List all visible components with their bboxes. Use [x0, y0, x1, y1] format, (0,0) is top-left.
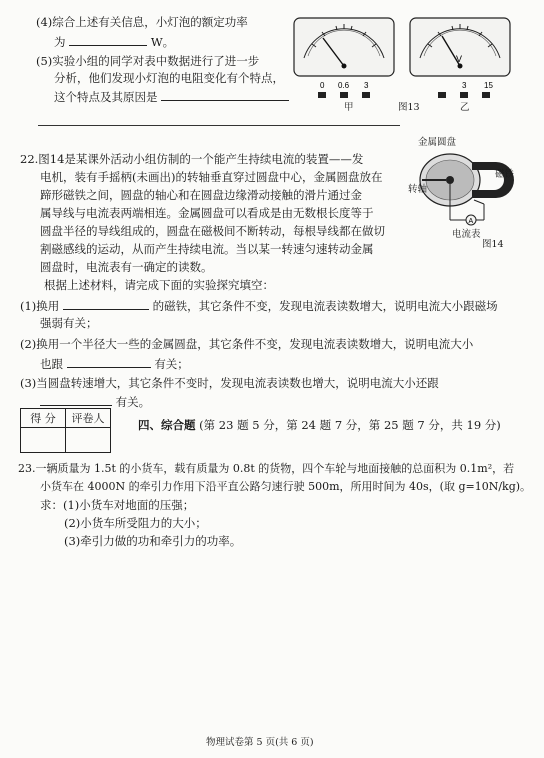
ammeter-terminal-3 [362, 92, 370, 98]
voltmeter-terminal-neg [438, 92, 446, 98]
q22-intro-3: 蹄形磁铁之间，圆盘的轴心和在圆盘边缘滑动接触的滑片通过金 [40, 188, 362, 202]
q23-line3: 求：(1)小货车对地面的压强； [40, 498, 195, 512]
q23-line5: (3)牵引力做的功和牵引力的功率。 [64, 534, 242, 548]
q23-line1: 23.一辆质量为 1.5t 的小货车，载有质量为 0.8t 的货物，四个车轮与地面接触的总面积为 0.1m²，若 [18, 462, 515, 475]
q22-item2-suffix: 有关； [154, 357, 189, 371]
q4-answer-blank[interactable] [69, 34, 147, 46]
q4-unit: W。 [150, 35, 175, 49]
q4-line1: (4)综合上述有关信息，小灯泡的额定功率 [36, 15, 248, 29]
q22-item2-prefix: 也跟 [40, 357, 63, 371]
ammeter-terminal-0.6 [340, 92, 348, 98]
fig13-caption: 图13 [398, 102, 420, 113]
q22-item2-line2 [40, 356, 189, 371]
q4-line2 [54, 34, 174, 49]
q23-line2: 小货车在 4000N 的牵引力作用下沿平直公路匀速行驶 500m，所用时间为 40s，(取 g=10N/kg)。 [40, 480, 532, 493]
q22-item2-blank[interactable] [67, 356, 151, 368]
q5-answer-blank-1[interactable] [161, 89, 289, 101]
voltmeter-symbol: V [456, 54, 463, 64]
ammeter-terminal-neg [318, 92, 326, 98]
fig13-label-jia: 甲 [344, 102, 354, 113]
q5-line3 [54, 89, 289, 104]
section4-detail: (第 23 题 5 分，第 24 题 7 分，第 25 题 7 分，共 19 分) [199, 418, 501, 432]
q22-item1-line2: 强弱有关； [40, 316, 98, 330]
q22-item1-line1 [20, 298, 498, 313]
q22-item3-blank[interactable] [40, 394, 112, 406]
q22-intro-6: 割磁感线的运动，从而产生持续电流。当以某一转速匀速转动金属 [40, 242, 374, 256]
q22-intro-2: 电机，装有手摇柄(未画出)的转轴垂直穿过圆盘中心，金属圆盘放在 [40, 170, 383, 184]
fig14-label-axis: 转轴 [408, 184, 428, 195]
voltmeter-tick-15: 15 [484, 81, 493, 90]
q22-intro-4: 属导线与电流表两端相连。金属圆盘可以看成是由无数根长度等于 [40, 206, 374, 220]
q22-intro-5: 圆盘半径的导线组成的，圆盘在磁极间不断转动，每根导线都在做切 [40, 224, 385, 238]
q5-line3-text: 这个特点及其原因是 [54, 90, 158, 104]
grader-cell[interactable] [66, 428, 111, 453]
q5-line1: (5)实验小组的同学对表中数据进行了进一步 [36, 54, 260, 68]
q22-task: 根据上述材料，请完成下面的实验探究填空： [44, 278, 274, 292]
q22-item1-suffix: 的磁铁，其它条件不变，发现电流表读数增大，说明电流大小跟磁场 [152, 299, 498, 313]
fig13-label-yi: 乙 [460, 102, 470, 113]
voltmeter-dial [410, 18, 510, 76]
q5-line2: 分析，他们发现小灯泡的电阻变化有个特点， [54, 71, 284, 85]
score-table [20, 408, 111, 453]
fig14-ammeter-symbol: A [468, 218, 474, 225]
ammeter-tick-3: 3 [364, 81, 369, 90]
fig14-label-ammeter: 电流表 [452, 229, 481, 240]
q22-item3-line1: (3)当圆盘转速增大，其它条件不变时，发现电流表读数也增大，说明电流大小还跟 [20, 376, 439, 390]
q5-answer-blank-2[interactable] [38, 125, 400, 126]
section4-heading [138, 418, 501, 432]
q22-item1-blank[interactable] [63, 298, 149, 310]
fig14-caption: 图14 [482, 239, 504, 250]
voltmeter-terminal-3 [460, 92, 468, 98]
q22-intro-1: 22.图14是某课外活动小组仿制的一个能产生持续电流的装置——发 [20, 152, 364, 166]
q22-intro-7: 圆盘时，电流表有一确定的读数。 [40, 260, 213, 274]
voltmeter-tick-3: 3 [462, 81, 467, 90]
ammeter-tick-0: 0 [320, 81, 325, 90]
score-cell[interactable] [21, 428, 66, 453]
q22-item1-prefix: (1)换用 [20, 299, 60, 313]
q22-item2-line1: (2)换用一个半径大一些的金属圆盘，其它条件不变，发现电流表读数增大，说明电流大小 [20, 337, 474, 351]
page-footer: 物理试卷第 5 页(共 6 页) [206, 737, 314, 748]
q22-item3-line2 [40, 394, 150, 409]
q4-prefix: 为 [54, 35, 66, 49]
ammeter-tick-0.6: 0.6 [338, 81, 350, 90]
section4-title: 四、综合题 [138, 418, 196, 432]
fig14-label-disc: 金属圆盘 [418, 137, 457, 148]
score-header: 得 分 [21, 409, 66, 428]
voltmeter-terminal-15 [482, 92, 490, 98]
axis-hub [446, 176, 454, 184]
fig14-label-magnet: 磁铁 [495, 169, 515, 180]
grader-header: 评卷人 [66, 409, 111, 428]
ammeter-dial [294, 18, 394, 76]
q23-line4: (2)小货车所受阻力的大小； [64, 516, 207, 530]
q22-item3-suffix: 有关。 [115, 395, 151, 409]
